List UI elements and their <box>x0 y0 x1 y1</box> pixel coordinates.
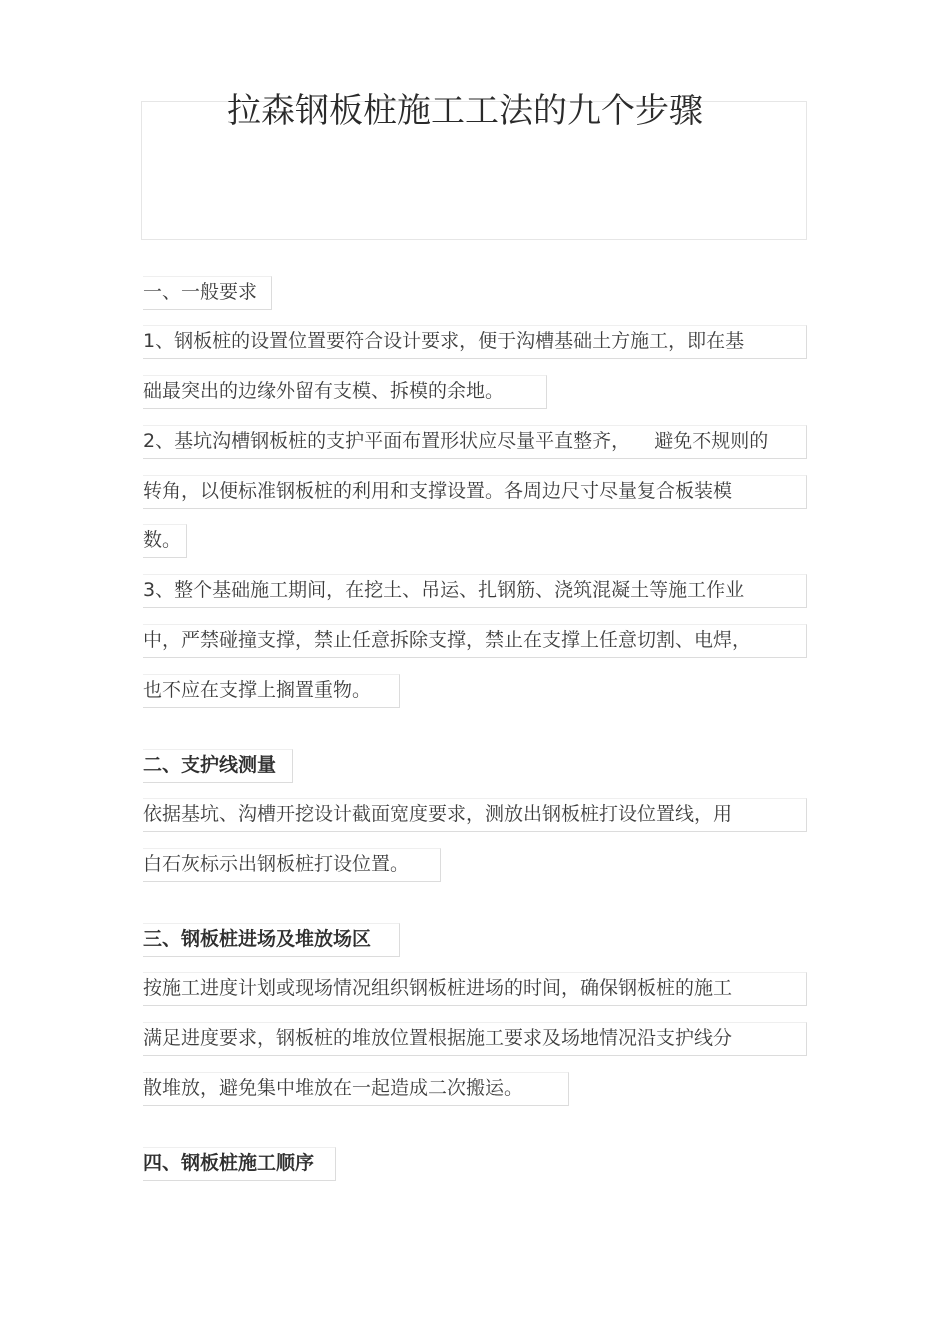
paragraph-line: 满足进度要求，钢板桩的堆放位置根据施工要求及场地情况沿支护线分 <box>143 1022 807 1056</box>
document-title: 拉森钢板桩施工工法的九个步骤 <box>227 91 703 131</box>
paragraph-line: 3、整个基础施工期间，在挖土、吊运、扎钢筋、浇筑混凝土等施工作业 <box>143 574 807 608</box>
paragraph-line: 础最突出的边缘外留有支模、拆模的余地。 <box>143 375 547 409</box>
paragraph-line: 转角，以便标准钢板桩的利用和支撑设置。各周边尺寸尽量复合板装模 <box>143 475 807 509</box>
paragraph-line: 按施工进度计划或现场情况组织钢板桩进场的时间，确保钢板桩的施工 <box>143 972 807 1006</box>
paragraph-line: 数。 <box>143 524 187 558</box>
paragraph-line: 1、钢板桩的设置位置要符合设计要求，便于沟槽基础土方施工，即在基 <box>143 325 807 359</box>
paragraph-line: 依据基坑、沟槽开挖设计截面宽度要求，测放出钢板桩打设位置线，用 <box>143 798 807 832</box>
section-heading: 三、钢板桩进场及堆放场区 <box>143 923 400 957</box>
paragraph-line: 散堆放，避免集中堆放在一起造成二次搬运。 <box>143 1072 569 1106</box>
section-heading: 二、支护线测量 <box>143 749 293 783</box>
paragraph-line: 2、基坑沟槽钢板桩的支护平面布置形状应尽量平直整齐， 避免不规则的 <box>143 425 807 459</box>
paragraph-line: 也不应在支撑上搁置重物。 <box>143 674 400 708</box>
section-heading: 一、一般要求 <box>143 276 272 310</box>
paragraph-line: 中，严禁碰撞支撑，禁止任意拆除支撑，禁止在支撑上任意切割、电焊， <box>143 624 807 658</box>
section-heading: 四、钢板桩施工顺序 <box>143 1147 336 1181</box>
paragraph-line: 白石灰标示出钢板桩打设位置。 <box>143 848 441 882</box>
